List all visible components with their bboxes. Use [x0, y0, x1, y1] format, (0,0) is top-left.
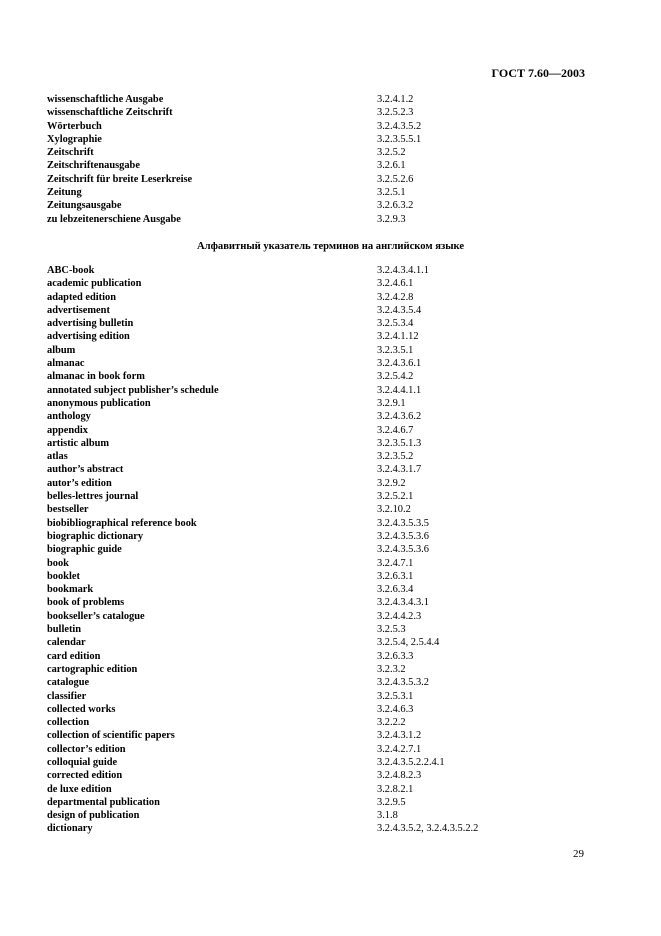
index-entry — [47, 93, 607, 106]
index-code: 3.2.5.2 — [377, 147, 406, 159]
page-number: 29 — [573, 848, 584, 860]
index-code: 3.2.4.4.1.1 — [377, 384, 422, 396]
index-entry — [47, 690, 607, 703]
index-code: 3.2.5.4.2 — [377, 371, 414, 383]
index-entry — [47, 636, 607, 649]
index-term: bestseller — [47, 504, 89, 516]
index-entry — [47, 397, 607, 410]
index-entry — [47, 729, 607, 742]
index-code: 3.2.2.2 — [377, 717, 406, 729]
index-entry — [47, 199, 607, 212]
index-entry — [47, 769, 607, 782]
index-term: advertising bulletin — [47, 318, 134, 330]
index-term: autor’s edition — [47, 477, 112, 489]
index-entry — [47, 450, 607, 463]
index-entry — [47, 650, 607, 663]
index-code: 3.2.5.2.3 — [377, 107, 414, 119]
index-code: 3.2.5.4, 2.5.4.4 — [377, 637, 440, 649]
index-code: 3.2.3.5.1.3 — [377, 437, 422, 449]
index-entry — [47, 756, 607, 769]
index-code: 3.2.10.2 — [377, 504, 411, 516]
index-entry — [47, 463, 607, 476]
index-entry — [47, 120, 607, 133]
index-term: corrected edition — [47, 770, 123, 782]
index-code: 3.2.9.2 — [377, 477, 406, 489]
index-term: advertising edition — [47, 331, 130, 343]
index-code: 3.2.4.3.1.2 — [377, 730, 422, 742]
index-code: 3.2.5.2.6 — [377, 173, 414, 185]
index-entry — [47, 146, 607, 159]
index-entry — [47, 676, 607, 689]
index-entry — [47, 264, 607, 277]
index-code: 3.2.9.3 — [377, 213, 406, 225]
index-entry — [47, 291, 607, 304]
index-code: 3.2.3.5.5.1 — [377, 133, 422, 145]
index-term: zu lebzeitenerschiene Ausgabe — [47, 213, 181, 225]
index-entry — [47, 133, 607, 146]
index-entry — [47, 596, 607, 609]
index-code: 3.2.5.1 — [377, 187, 406, 199]
index-entry — [47, 384, 607, 397]
index-term: biographic guide — [47, 544, 122, 556]
index-entry — [47, 357, 607, 370]
index-term: Zeitschrift — [47, 147, 94, 159]
index-term: almanac in book form — [47, 371, 145, 383]
index-entry — [47, 543, 607, 556]
index-entry — [47, 743, 607, 756]
index-entry — [47, 796, 607, 809]
index-term: anthology — [47, 411, 91, 423]
index-entry — [47, 716, 607, 729]
index-entry — [47, 477, 607, 490]
index-term: almanac — [47, 358, 85, 370]
index-entry — [47, 277, 607, 290]
index-code: 3.2.4.4.2.3 — [377, 610, 422, 622]
index-term: bookmark — [47, 584, 94, 596]
index-code: 3.2.4.3.4.1.1 — [377, 265, 429, 276]
index-code: 3.2.4.3.5.3.5 — [377, 517, 429, 529]
index-code: 3.2.4.3.5.2, 3.2.4.3.5.2.2 — [377, 823, 479, 835]
index-entry — [47, 370, 607, 383]
index-term: album — [47, 344, 76, 356]
index-entry — [47, 623, 607, 636]
index-entry — [47, 159, 607, 172]
index-term: card edition — [47, 650, 101, 662]
index-code: 3.2.3.2 — [377, 663, 406, 675]
index-entry — [47, 809, 607, 822]
index-code: 3.2.3.5.2 — [377, 451, 414, 463]
index-code: 3.2.4.6.3 — [377, 703, 414, 715]
index-term: Wörterbuch — [47, 120, 102, 132]
index-term: bookseller’s catalogue — [47, 610, 145, 622]
index-term: Zeitschriftenausgabe — [47, 160, 140, 172]
index-term: adapted edition — [47, 291, 116, 303]
index-entry — [47, 610, 607, 623]
index-term: catalogue — [47, 677, 90, 689]
index-term: anonymous publication — [47, 397, 151, 409]
index-term: artistic album — [47, 437, 110, 449]
index-entry — [47, 490, 607, 503]
index-entry — [47, 503, 607, 516]
index-term: Zeitschrift für breite Leserkreise — [47, 173, 193, 185]
index-code: 3.2.9.5 — [377, 796, 406, 808]
index-entry — [47, 173, 607, 186]
index-code: 3.2.6.3.2 — [377, 200, 414, 212]
index-entry — [47, 304, 607, 317]
index-code: 3.2.5.3.1 — [377, 690, 414, 702]
index-term: bulletin — [47, 624, 82, 636]
index-term: collector’s edition — [47, 743, 126, 755]
index-term: biobibliographical reference book — [47, 517, 197, 529]
index-term: book — [47, 557, 69, 569]
index-code: 3.2.6.3.3 — [377, 650, 414, 662]
index-entry — [47, 783, 607, 796]
index-term: collection — [47, 717, 90, 729]
index-code: 3.2.4.1.2 — [377, 94, 414, 105]
index-entry — [47, 570, 607, 583]
index-code: 3.2.8.2.1 — [377, 783, 414, 795]
index-term: wissenschaftliche Ausgabe — [47, 94, 164, 105]
index-term: book of problems — [47, 597, 125, 609]
index-term: booklet — [47, 570, 80, 582]
index-term: atlas — [47, 451, 68, 463]
index-term: Zeitungsausgabe — [47, 200, 122, 212]
index-code: 3.2.4.2.8 — [377, 291, 414, 303]
index-term: biographic dictionary — [47, 530, 144, 542]
index-code: 3.2.5.3 — [377, 624, 406, 636]
index-term: author’s abstract — [47, 464, 124, 476]
index-code: 3.2.4.8.2.3 — [377, 770, 422, 782]
index-entry — [47, 437, 607, 450]
index-entry — [47, 186, 607, 199]
index-term: academic publication — [47, 278, 142, 290]
index-term: calendar — [47, 637, 86, 649]
index-code: 3.2.6.3.4 — [377, 584, 414, 596]
index-code: 3.2.4.3.4.3.1 — [377, 597, 429, 609]
index-entry — [47, 703, 607, 716]
index-entry — [47, 410, 607, 423]
index-code: 3.2.4.3.6.1 — [377, 358, 422, 370]
index-entry — [47, 583, 607, 596]
index-term: classifier — [47, 690, 87, 702]
index-term: annotated subject publisher’s schedule — [47, 384, 219, 396]
index-code: 3.2.4.3.5.3.6 — [377, 530, 429, 542]
index-entry — [47, 330, 607, 343]
index-code: 3.2.4.3.5.4 — [377, 304, 422, 316]
index-code: 3.2.4.6.7 — [377, 424, 414, 436]
index-term: collected works — [47, 703, 116, 715]
index-term: appendix — [47, 424, 89, 436]
index-entry — [47, 424, 607, 437]
index-entry — [47, 213, 607, 226]
index-term: dictionary — [47, 823, 93, 835]
index-term: ABC-book — [47, 265, 95, 276]
index-code: 3.2.5.2.1 — [377, 491, 414, 503]
index-term: Xylographie — [47, 133, 102, 145]
index-code: 3.2.4.3.5.2.2.4.1 — [377, 756, 445, 768]
index-entry — [47, 557, 607, 570]
english-terms-list — [47, 264, 607, 836]
index-entry — [47, 663, 607, 676]
index-code: 3.2.9.1 — [377, 397, 406, 409]
index-term: collection of scientific papers — [47, 730, 175, 742]
index-entry — [47, 106, 607, 119]
index-code: 3.2.4.1.12 — [377, 331, 419, 343]
index-code: 3.2.4.2.7.1 — [377, 743, 422, 755]
index-code: 3.2.4.3.5.2 — [377, 120, 422, 132]
index-code: 3.2.4.6.1 — [377, 278, 414, 290]
index-code: 3.1.8 — [377, 810, 398, 822]
index-entry — [47, 517, 607, 530]
index-term: Zeitung — [47, 187, 82, 199]
index-code: 3.2.4.3.6.2 — [377, 411, 422, 423]
index-entry — [47, 344, 607, 357]
index-code: 3.2.6.3.1 — [377, 570, 414, 582]
index-term: design of publication — [47, 810, 140, 822]
index-term: colloquial guide — [47, 756, 118, 768]
index-term: de luxe edition — [47, 783, 112, 795]
index-entry — [47, 317, 607, 330]
index-code: 3.2.4.7.1 — [377, 557, 414, 569]
german-terms-list — [47, 93, 607, 226]
index-code: 3.2.4.3.5.3.2 — [377, 677, 429, 689]
section-title: Алфавитный указатель терминов на английском языке — [196, 241, 465, 252]
index-entry — [47, 530, 607, 543]
index-code: 3.2.4.3.5.3.6 — [377, 544, 429, 556]
index-entry — [47, 822, 607, 835]
index-code: 3.2.4.3.1.7 — [377, 464, 422, 476]
index-term: departmental publication — [47, 796, 160, 808]
document-header: ГОСТ 7.60—2003 — [491, 66, 585, 80]
index-code: 3.2.5.3.4 — [377, 318, 414, 330]
index-term: cartographic edition — [47, 663, 138, 675]
index-term: belles-lettres journal — [47, 491, 139, 503]
index-term: wissenschaftliche Zeitschrift — [47, 107, 173, 119]
index-code: 3.2.3.5.1 — [377, 344, 414, 356]
index-term: advertisement — [47, 304, 110, 316]
index-code: 3.2.6.1 — [377, 160, 406, 172]
